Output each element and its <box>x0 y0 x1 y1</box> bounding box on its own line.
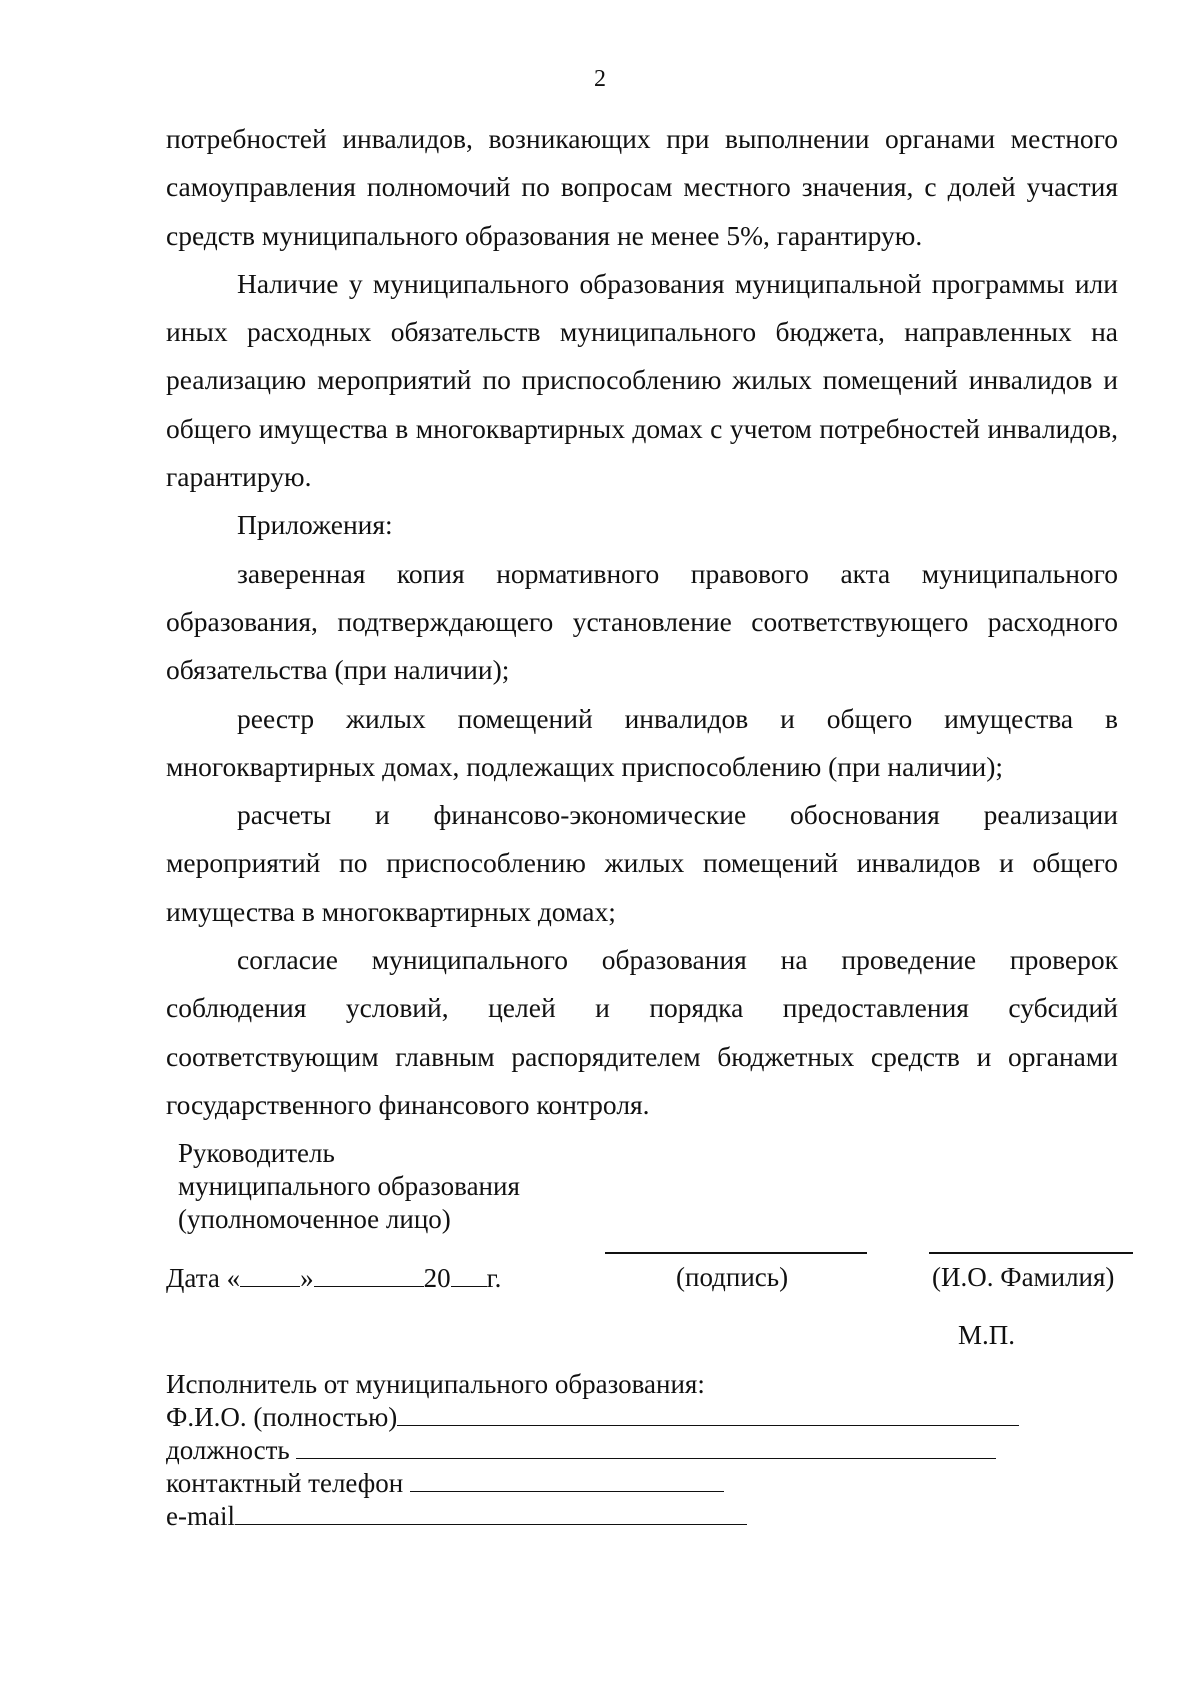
document-body <box>166 115 1118 1129</box>
executor-phone-row <box>166 1467 1019 1500</box>
signatory-title-line1: Руководитель <box>178 1138 335 1168</box>
date-suffix: г. <box>486 1263 502 1293</box>
signatory-title-line2: муниципального образования <box>178 1171 520 1201</box>
executor-email-label: e-mail <box>166 1501 235 1531</box>
date-field <box>166 1263 501 1294</box>
signatory-title <box>178 1137 520 1236</box>
executor-email-field[interactable] <box>235 1500 747 1525</box>
date-prefix: Дата « <box>166 1263 241 1293</box>
date-month-blank[interactable] <box>314 1264 424 1287</box>
name-caption: (И.О. Фамилия) <box>932 1262 1115 1292</box>
executor-heading: Исполнитель от муниципального образования: <box>166 1369 705 1399</box>
attachment-item-consent: согласие муниципального образования на проведение проверок соблюдения условий, целей и порядка предоставления субсидий соответствующим главным распорядителем бюджетных средств и органами государственного финансового контроля. <box>166 944 1118 1120</box>
attachment-item-registry: реестр жилых помещений инвалидов и общего имущества в многоквартирных домах, подлежащих приспособлению (при наличии); <box>166 702 1118 782</box>
signatory-title-line3: (уполномоченное лицо) <box>178 1204 451 1234</box>
stamp-label: М.П. <box>958 1320 1016 1350</box>
signature-caption: (подпись) <box>676 1262 789 1292</box>
signature-line[interactable] <box>605 1252 867 1254</box>
page-number: 2 <box>594 66 606 92</box>
paragraph-program-guarantee: Наличие у муниципального образования муниципальной программы или иных расходных обязательств муниципального бюджета, направленных на реализацию мероприятий по приспособлению жилых помещений инвалидов и общего имущества в многоквартирных домах с учетом потребностей инвалидов, гарантирую. <box>166 267 1118 493</box>
executor-fio-row <box>166 1401 1019 1434</box>
paragraph-guarantee-share: потребностей инвалидов, возникающих при выполнении органами местного самоуправления полномочий по вопросам местного значения, с долей участия средств муниципального образования не менее 5%, гарантирую. <box>166 123 1118 251</box>
date-mid: » <box>300 1263 314 1293</box>
name-line[interactable] <box>929 1252 1133 1254</box>
executor-position-field[interactable] <box>296 1434 996 1459</box>
executor-position-row <box>166 1434 1019 1467</box>
executor-phone-label: контактный телефон <box>166 1468 404 1498</box>
date-day-blank[interactable] <box>240 1264 300 1287</box>
date-year-prefix: 20 <box>423 1263 451 1293</box>
attachment-item-calculations: расчеты и финансово-экономические обоснования реализации мероприятий по приспособлению жилых помещений инвалидов и общего имущества в многоквартирных домах; <box>166 799 1118 927</box>
executor-fio-label: Ф.И.О. (полностью) <box>166 1402 398 1432</box>
date-year-blank[interactable] <box>451 1264 487 1287</box>
executor-phone-field[interactable] <box>410 1467 724 1492</box>
executor-email-row <box>166 1500 1019 1533</box>
executor-fio-field[interactable] <box>397 1401 1019 1426</box>
attachment-item-legal-act: заверенная копия нормативного правового акта муниципального образования, подтверждающего установление соответствующего расходного обязательства (при наличии); <box>166 557 1118 686</box>
attachments-heading: Приложения: <box>237 509 393 541</box>
executor-position-label: должность <box>166 1435 290 1465</box>
executor-block <box>166 1368 1019 1533</box>
